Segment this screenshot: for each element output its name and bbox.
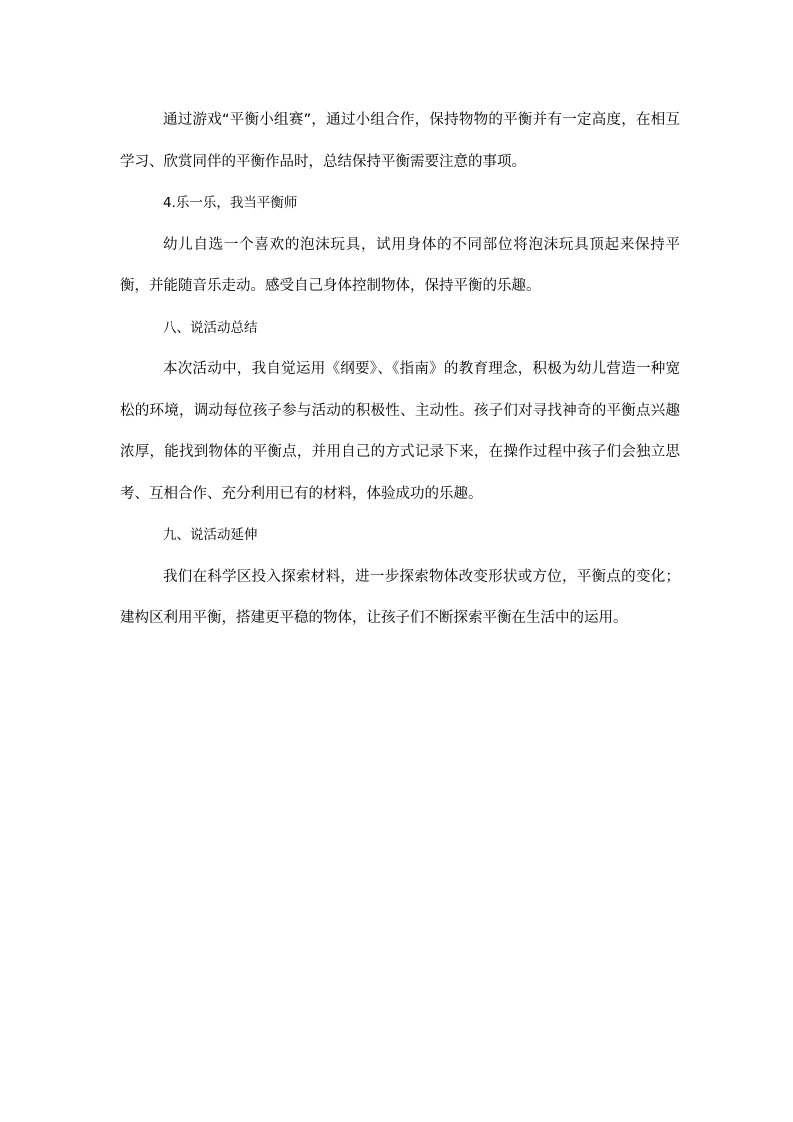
heading-activity-summary: 八、说活动总结 [163,319,258,336]
heading-activity-extension: 九、说活动延伸 [163,527,258,543]
heading-balance-master: 4.乐一乐，我当平衡师 [163,195,298,211]
paragraph-game-summary: 通过游戏“平衡小组赛”，通过小组合作，保持物物的平衡并有一定高度，在相互学习、欣赏同伴的平衡作品时，总结保持平衡需要注意的事项。 [120,112,680,170]
document-body [120,100,680,640]
paragraph-activity-extension: 我们在科学区投入探索材料，进一步探索物体改变形状或方位，平衡点的变化；建构区利用平衡，搭建更平稳的物体，让孩子们不断探索平衡在生活中的运用。 [120,568,680,626]
paragraph-activity-summary: 本次活动中，我自觉运用《纲要》、《指南》的教育理念，积极为幼儿营造一种宽松的环境，调动每位孩子参与活动的积极性、主动性。孩子们对寻找神奇的平衡点兴趣浓厚，能找到物体的平衡点，并用自己的方式记录下来，在操作过程中孩子们会独立思考、互相合作、充分利用已有的材料，体验成功的乐趣。 [120,361,680,502]
paragraph-foam-toy: 幼儿自选一个喜欢的泡沫玩具，试用身体的不同部位将泡沫玩具顶起来保持平衡，并能随音乐走动。感受自己身体控制物体，保持平衡的乐趣。 [120,236,680,294]
